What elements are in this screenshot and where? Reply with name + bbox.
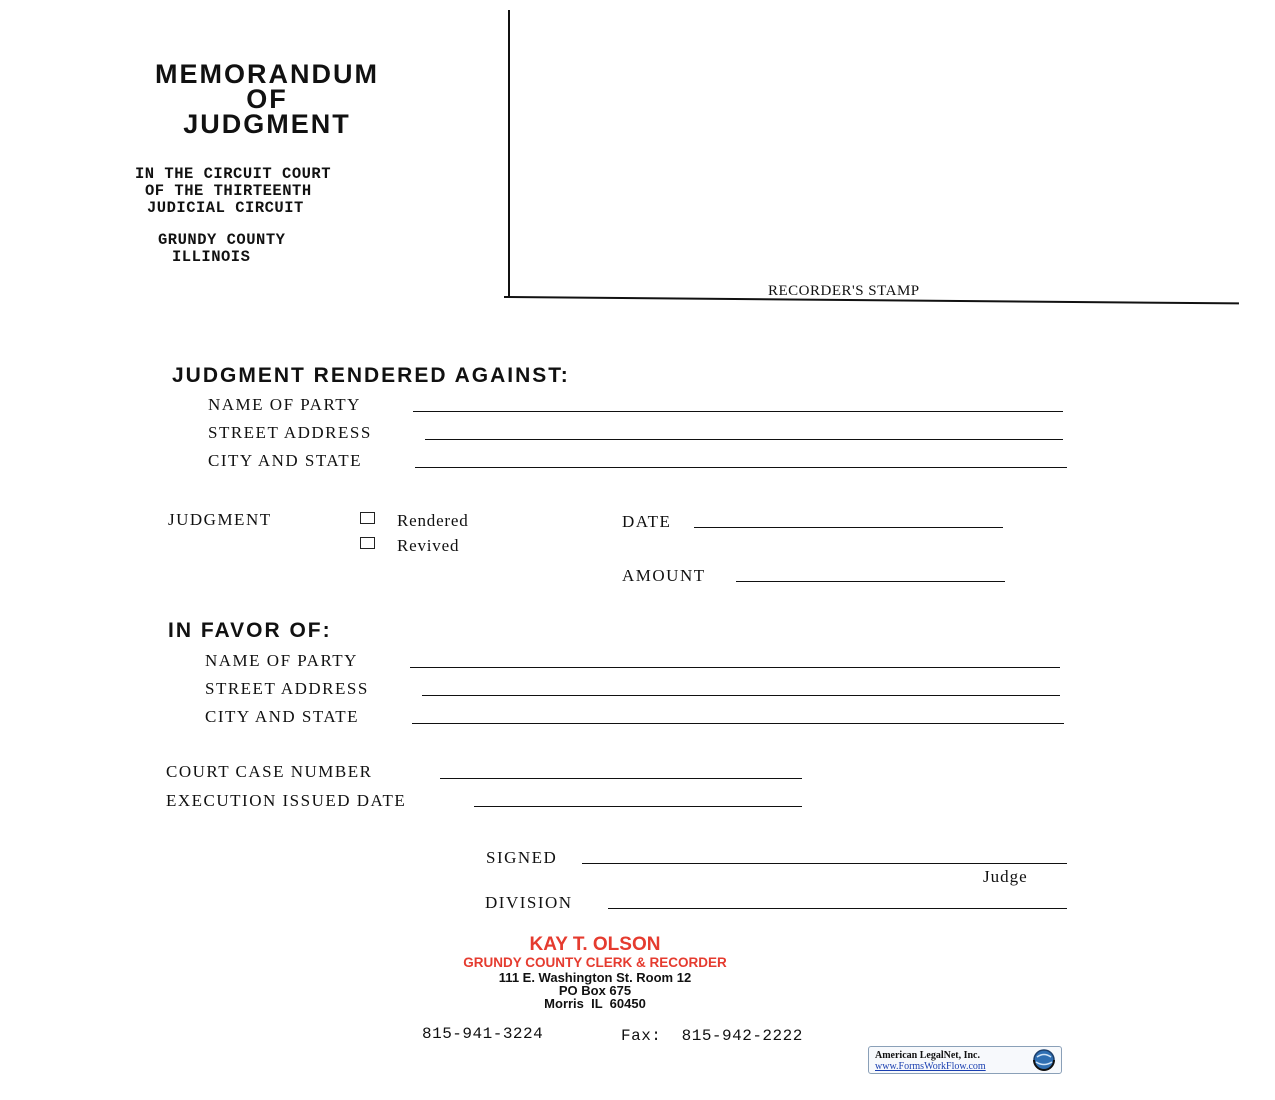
recorder-stamp-box	[508, 10, 510, 297]
favor-street-label: STREET ADDRESS	[205, 679, 369, 698]
favor-heading: IN FAVOR OF:	[168, 619, 332, 642]
rendered-checkbox[interactable]	[360, 512, 375, 524]
execution-date-label: EXECUTION ISSUED DATE	[166, 791, 407, 810]
clerk-phone: 815-941-3224	[422, 1025, 544, 1043]
rendered-label: Rendered	[397, 511, 469, 530]
recorder-stamp-label: RECORDER'S STAMP	[768, 283, 920, 299]
against-heading: JUDGMENT RENDERED AGAINST:	[172, 364, 570, 387]
clerk-block	[420, 935, 770, 1010]
judge-label: Judge	[983, 867, 1028, 886]
title-line-1: MEMORANDUM	[155, 59, 379, 89]
form-title	[97, 59, 437, 139]
against-name-field[interactable]	[413, 411, 1063, 412]
court-line-1: IN THE CIRCUIT COURT	[135, 165, 332, 183]
clerk-name: KAY T. OLSON	[529, 934, 661, 955]
favor-street-field[interactable]	[422, 695, 1060, 696]
revived-label: Revived	[397, 536, 460, 555]
clerk-fax: Fax: 815-942-2222	[621, 1027, 803, 1045]
county-line-2: ILLINOIS	[172, 248, 251, 266]
against-street-field[interactable]	[425, 439, 1063, 440]
execution-date-field[interactable]	[474, 806, 802, 807]
amount-field[interactable]	[736, 581, 1005, 582]
county-name	[158, 232, 285, 266]
division-field[interactable]	[608, 908, 1067, 909]
against-street-label: STREET ADDRESS	[208, 423, 372, 442]
favor-city-label: CITY AND STATE	[205, 707, 360, 726]
division-label: DIVISION	[485, 893, 573, 912]
title-line-3: JUDGMENT	[183, 109, 351, 139]
favor-name-label: NAME OF PARTY	[205, 651, 358, 670]
legalnet-badge[interactable]	[868, 1046, 1062, 1074]
title-line-2: OF	[246, 84, 288, 114]
court-line-3: JUDICIAL CIRCUIT	[147, 199, 304, 217]
clerk-title: GRUNDY COUNTY CLERK & RECORDER	[463, 955, 727, 970]
case-number-field[interactable]	[440, 778, 802, 779]
legalnet-company: American LegalNet, Inc.	[875, 1050, 980, 1061]
date-label: DATE	[622, 512, 672, 531]
globe-icon	[1031, 1048, 1057, 1072]
court-line-2: OF THE THIRTEENTH	[145, 182, 312, 200]
favor-name-field[interactable]	[410, 667, 1060, 668]
amount-label: AMOUNT	[622, 566, 706, 585]
against-city-label: CITY AND STATE	[208, 451, 363, 470]
legalnet-url[interactable]: www.FormsWorkFlow.com	[875, 1061, 986, 1072]
case-number-label: COURT CASE NUMBER	[166, 762, 373, 781]
signed-label: SIGNED	[486, 848, 558, 867]
signed-field[interactable]	[582, 863, 1067, 864]
court-name	[135, 166, 331, 217]
clerk-address-line-1: 111 E. Washington St. Room 12	[498, 970, 692, 985]
date-field[interactable]	[694, 527, 1003, 528]
clerk-address-line-2: PO Box 675	[558, 983, 632, 998]
county-line-1: GRUNDY COUNTY	[158, 231, 286, 249]
revived-checkbox[interactable]	[360, 537, 375, 549]
clerk-address-line-3: Morris IL 60450	[544, 996, 646, 1011]
favor-city-field[interactable]	[412, 723, 1064, 724]
judgment-label: JUDGMENT	[168, 510, 272, 529]
against-city-field[interactable]	[415, 467, 1067, 468]
against-name-label: NAME OF PARTY	[208, 395, 361, 414]
